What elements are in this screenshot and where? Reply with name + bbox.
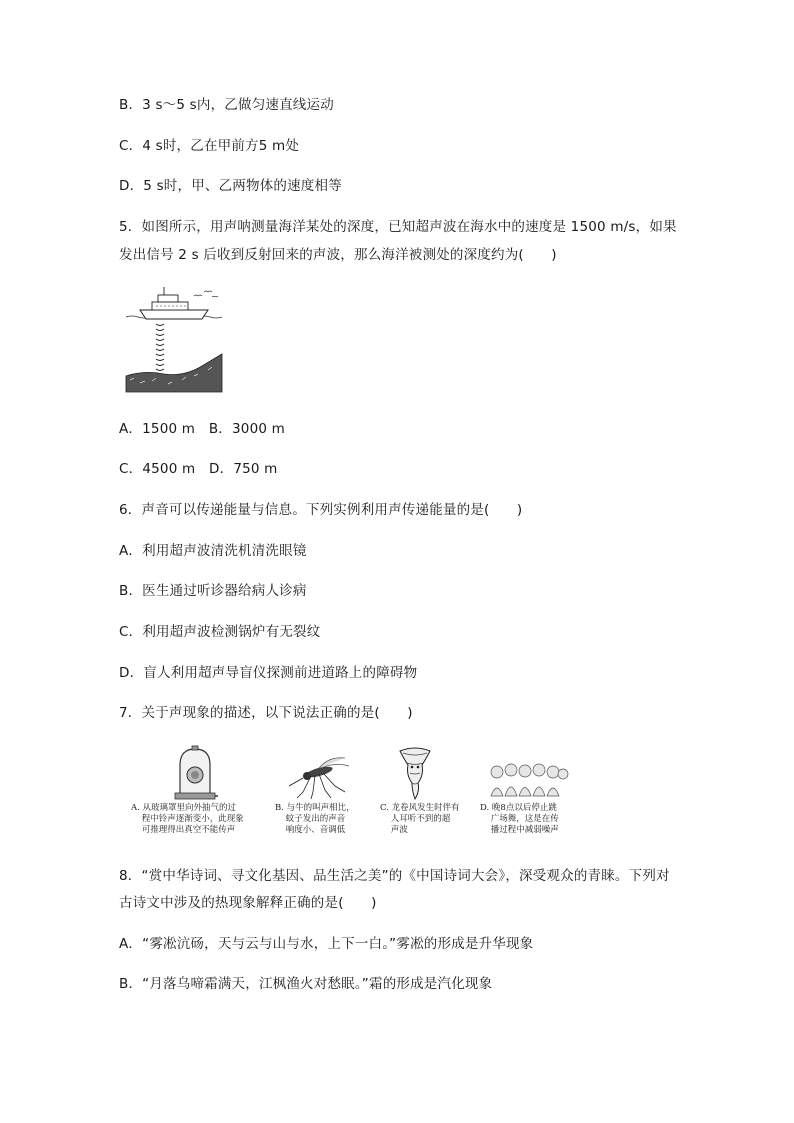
- q6-option-b: B．医生通过听诊器给病人诊病: [119, 583, 307, 599]
- q4-option-b: B．3 s～5 s内，乙做匀速直线运动: [119, 97, 334, 113]
- q7-caption-c: C. 龙卷风发生时伴有 人耳听不到的超 声波: [380, 803, 460, 835]
- q8-stem-line2: 古诗文中涉及的热现象解释正确的是( ): [119, 895, 377, 911]
- q4-option-c: C．4 s时，乙在甲前方5 m处: [119, 138, 300, 154]
- tornado-figure: [398, 745, 432, 801]
- q4-option-d: D．5 s时，甲、乙两物体的速度相等: [119, 178, 342, 194]
- q8-option-a: A．“雾凇沆砀，天与云与山与水，上下一白。”雾凇的形成是升华现象: [119, 936, 534, 952]
- q6-option-c: C．利用超声波检测锅炉有无裂纹: [119, 624, 321, 640]
- q5-stem-line1: 5．如图所示，用声呐测量海洋某处的深度，已知超声波在海水中的速度是 1500 m/s，如果: [119, 219, 677, 235]
- q7-caption-d: D. 晚8点以后停止跳 广场舞，这是在传 播过程中减弱噪声: [480, 803, 559, 835]
- bell-jar-figure: [172, 745, 218, 801]
- square-dance-figure: [487, 758, 569, 798]
- sonar-ship-figure: [124, 284, 224, 396]
- q6-option-d: D．盲人利用超声导盲仪探测前进道路上的障碍物: [119, 665, 418, 681]
- q5-stem-line2: 发出信号 2 s 后收到反射回来的声波，那么海洋被测处的深度约为( ): [119, 247, 557, 263]
- q5-options-line2: C．4500 m D．750 m: [119, 461, 278, 477]
- q7-caption-b: B. 与牛的叫声相比， 蚊子发出的声音 响度小、音调低: [275, 803, 355, 835]
- q7-stem: 7．关于声现象的描述，以下说法正确的是( ): [119, 705, 413, 721]
- q6-stem: 6．声音可以传递能量与信息。下列实例利用声传递能量的是( ): [119, 502, 523, 518]
- q8-stem-line1: 8．“赏中华诗词、寻文化基因、品生活之美”的《中国诗词大会》，深受观众的青睐。下列对: [119, 868, 670, 884]
- q7-caption-a: A. 从玻璃罩里向外抽气的过 程中铃声逐渐变小，此现象 可推理得出真空不能传声: [131, 803, 244, 835]
- q6-option-a: A．利用超声波清洗机清洗眼镜: [119, 543, 307, 559]
- mosquito-figure: [285, 752, 353, 800]
- q5-options-line1: A．1500 m B．3000 m: [119, 421, 285, 437]
- q8-option-b: B．“月落乌啼霜满天，江枫渔火对愁眠。”霜的形成是汽化现象: [119, 976, 493, 992]
